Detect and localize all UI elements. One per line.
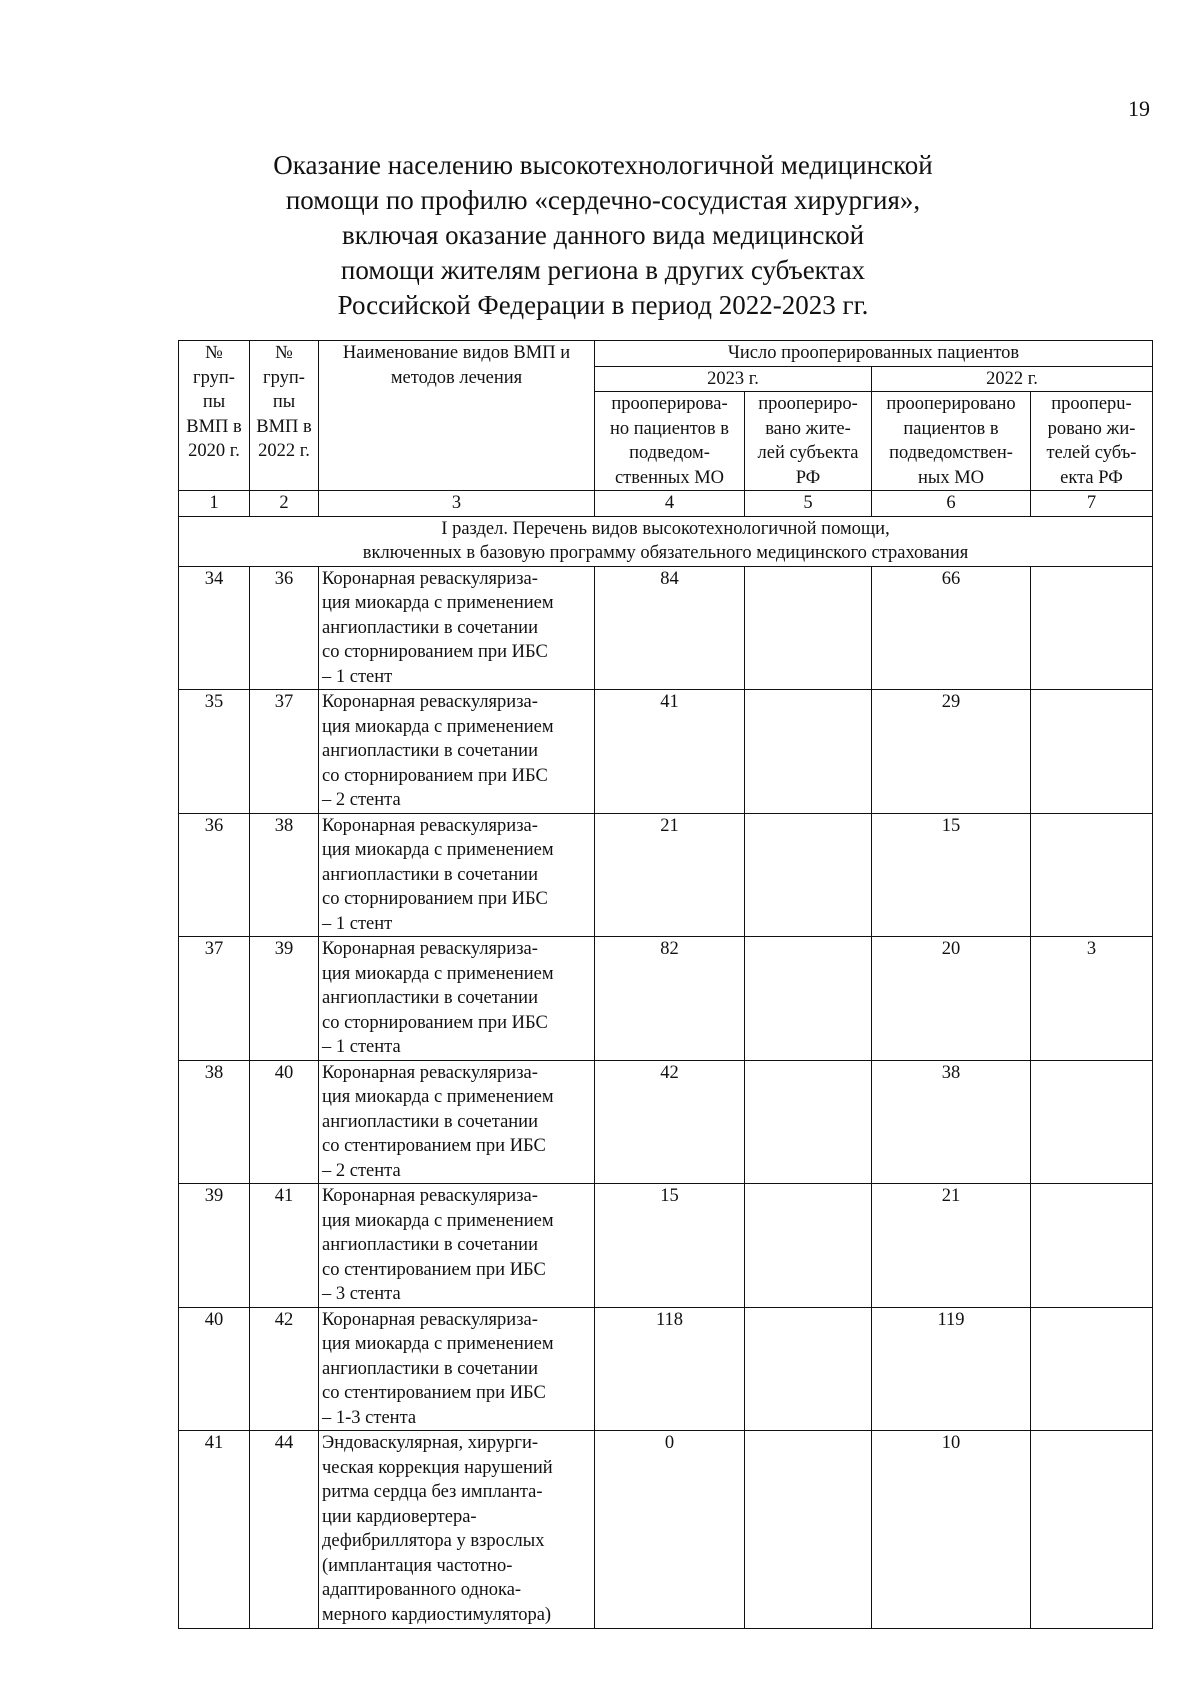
column-number: 3 xyxy=(319,491,595,517)
header-row xyxy=(179,341,1153,367)
patients-2023-mo-cell: 15 xyxy=(595,1184,745,1308)
group-2020-cell: 34 xyxy=(179,566,250,690)
group-2022-cell: 40 xyxy=(250,1060,319,1184)
patients-2022-rf-cell xyxy=(1031,1431,1153,1629)
header-2023-mo: прооперирова- но пациентов в подведом- ственных МО xyxy=(595,392,745,491)
header-vmp-name: Наименование видов ВМП и методов лечения xyxy=(319,341,595,491)
column-number: 5 xyxy=(745,491,872,517)
vmp-table xyxy=(178,340,1153,1629)
patients-2022-mo-cell: 119 xyxy=(872,1307,1031,1431)
group-2020-cell: 37 xyxy=(179,937,250,1061)
patients-2022-mo-cell: 10 xyxy=(872,1431,1031,1629)
section-row xyxy=(179,516,1153,566)
group-2020-cell: 41 xyxy=(179,1431,250,1629)
vmp-name-cell: Коронарная реваскуляриза- ция миокарда с применением ангиопластики в сочетании со стентированием при ИБС – 3 стента xyxy=(319,1184,595,1308)
patients-2022-rf-cell xyxy=(1031,813,1153,937)
group-2020-cell: 38 xyxy=(179,1060,250,1184)
patients-2022-mo-cell: 38 xyxy=(872,1060,1031,1184)
group-2020-cell: 40 xyxy=(179,1307,250,1431)
vmp-name-cell: Коронарная реваскуляриза- ция миокарда с применением ангиопластики в сочетании со сторнированием при ИБС – 1 стент xyxy=(319,566,595,690)
title-line: помощи по профилю «сердечно-сосудистая хирургия», xyxy=(285,185,921,215)
title-line: помощи жителям региона в других субъектах xyxy=(340,255,866,285)
group-2022-cell: 38 xyxy=(250,813,319,937)
title-line: Оказание населению высокотехнологичной медицинской xyxy=(273,150,933,180)
column-number: 6 xyxy=(872,491,1031,517)
patients-2022-rf-cell xyxy=(1031,1184,1153,1308)
patients-2023-rf-cell xyxy=(745,1431,872,1629)
group-2020-cell: 39 xyxy=(179,1184,250,1308)
vmp-name-cell: Коронарная реваскуляриза- ция миокарда с применением ангиопластики в сочетании со сторнированием при ИБС – 1 стента xyxy=(319,937,595,1061)
header-group-2022: № груп- пы ВМП в 2022 г. xyxy=(250,341,319,491)
patients-2023-rf-cell xyxy=(745,566,872,690)
patients-2023-mo-cell: 118 xyxy=(595,1307,745,1431)
title-line: Российской Федерации в период 2022-2023 гг. xyxy=(337,290,869,320)
section-title: I раздел. Перечень видов высокотехнологичной помощи, включенных в базовую программу обязательного медицинского страхования xyxy=(179,516,1153,566)
header-year-2022: 2022 г. xyxy=(872,366,1153,392)
header-year-2023: 2023 г. xyxy=(595,366,872,392)
patients-2023-rf-cell xyxy=(745,690,872,814)
patients-2022-mo-cell: 29 xyxy=(872,690,1031,814)
patients-2023-mo-cell: 84 xyxy=(595,566,745,690)
header-patients-count: Число прооперированных пациентов xyxy=(595,341,1153,367)
group-2020-cell: 36 xyxy=(179,813,250,937)
table-row xyxy=(179,813,1153,937)
table-row xyxy=(179,1431,1153,1629)
vmp-name-cell: Коронарная реваскуляриза- ция миокарда с применением ангиопластики в сочетании со сторнированием при ИБС – 1 стент xyxy=(319,813,595,937)
patients-2022-mo-cell: 20 xyxy=(872,937,1031,1061)
vmp-name-cell: Коронарная реваскуляриза- ция миокарда с применением ангиопластики в сочетании со стентированием при ИБС – 2 стента xyxy=(319,1060,595,1184)
column-number: 4 xyxy=(595,491,745,517)
patients-2022-mo-cell: 21 xyxy=(872,1184,1031,1308)
header-2023-rf: прооперирo- вано жите- лей субъекта РФ xyxy=(745,392,872,491)
patients-2022-rf-cell xyxy=(1031,1060,1153,1184)
column-number-row xyxy=(179,491,1153,517)
patients-2023-mo-cell: 21 xyxy=(595,813,745,937)
table-row xyxy=(179,1184,1153,1308)
patients-2023-mo-cell: 41 xyxy=(595,690,745,814)
table-row xyxy=(179,1060,1153,1184)
vmp-name-cell: Коронарная реваскуляриза- ция миокарда с применением ангиопластики в сочетании со стентированием при ИБС – 1-3 стента xyxy=(319,1307,595,1431)
table-row xyxy=(179,937,1153,1061)
patients-2023-mo-cell: 0 xyxy=(595,1431,745,1629)
header-2022-mo: прооперировано пациентов в подведомствен- ных МО xyxy=(872,392,1031,491)
patients-2022-rf-cell xyxy=(1031,566,1153,690)
vmp-name-cell: Коронарная реваскуляриза- ция миокарда с применением ангиопластики в сочетании со сторнированием при ИБС – 2 стента xyxy=(319,690,595,814)
document-title xyxy=(200,148,1006,323)
title-line: включая оказание данного вида медицинской xyxy=(341,220,865,250)
column-number: 7 xyxy=(1031,491,1153,517)
column-number: 1 xyxy=(179,491,250,517)
page-number: 19 xyxy=(1128,96,1150,121)
group-2022-cell: 39 xyxy=(250,937,319,1061)
patients-2022-mo-cell: 15 xyxy=(872,813,1031,937)
patients-2022-rf-cell xyxy=(1031,690,1153,814)
header-group-2020: № груп- пы ВМП в 2020 г. xyxy=(179,341,250,491)
group-2022-cell: 41 xyxy=(250,1184,319,1308)
vmp-name-cell: Эндоваскулярная, хирурги- ческая коррекция нарушений ритма сердца без импланта- ции кардиовертера- дефибриллятора у взрослых (имплантация частотно- адаптированного однока- мерного кардиостимулятора) xyxy=(319,1431,595,1629)
patients-2023-mo-cell: 82 xyxy=(595,937,745,1061)
patients-2023-mo-cell: 42 xyxy=(595,1060,745,1184)
group-2022-cell: 36 xyxy=(250,566,319,690)
table-row xyxy=(179,690,1153,814)
table-row xyxy=(179,1307,1153,1431)
table-row xyxy=(179,566,1153,690)
patients-2022-rf-cell xyxy=(1031,1307,1153,1431)
patients-2023-rf-cell xyxy=(745,1307,872,1431)
header-2022-rf: прооперu- ровано жи- телей субъ- екта РФ xyxy=(1031,392,1153,491)
patients-2023-rf-cell xyxy=(745,813,872,937)
group-2022-cell: 42 xyxy=(250,1307,319,1431)
patients-2023-rf-cell xyxy=(745,1184,872,1308)
group-2022-cell: 44 xyxy=(250,1431,319,1629)
patients-2022-mo-cell: 66 xyxy=(872,566,1031,690)
group-2022-cell: 37 xyxy=(250,690,319,814)
patients-2023-rf-cell xyxy=(745,1060,872,1184)
patients-2022-rf-cell: 3 xyxy=(1031,937,1153,1061)
column-number: 2 xyxy=(250,491,319,517)
patients-2023-rf-cell xyxy=(745,937,872,1061)
group-2020-cell: 35 xyxy=(179,690,250,814)
